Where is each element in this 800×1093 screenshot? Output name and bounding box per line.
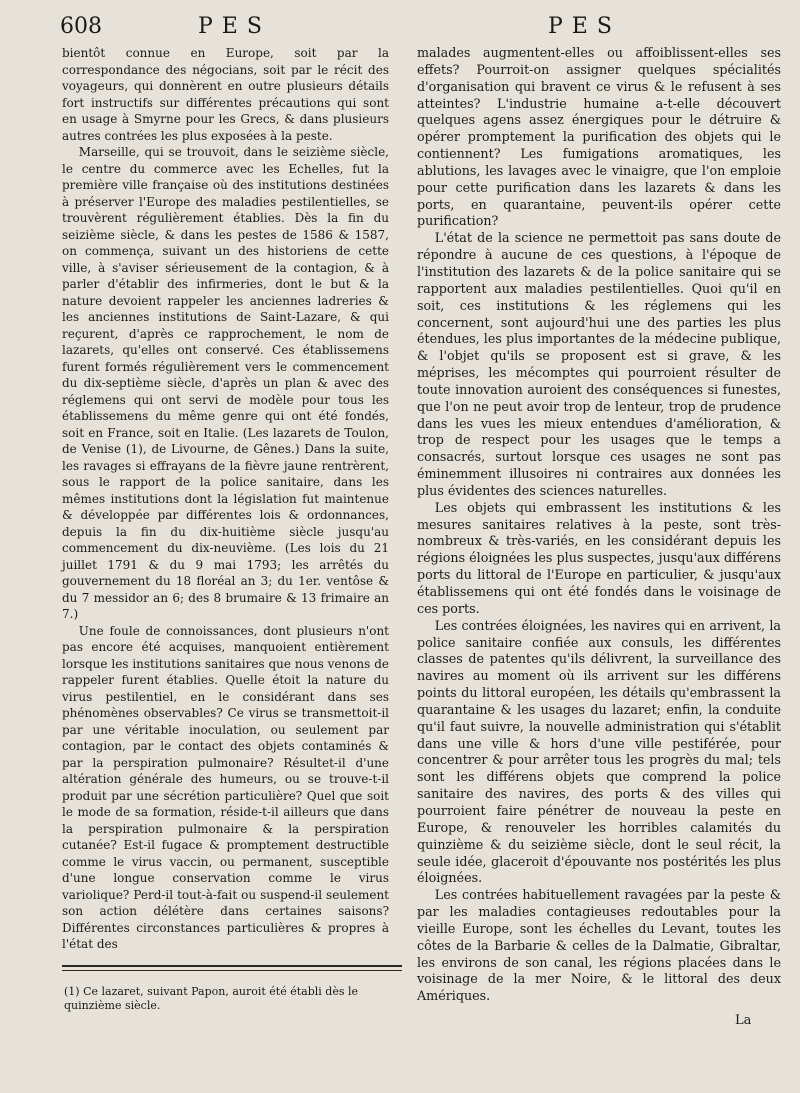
page-header <box>0 12 800 46</box>
paragraph: Les contrées éloignées, les navires qui en arrivent, la police sanitaire confiée aux consuls, les différentes classes de patentes qu'ils délivrent, la surveillance des navires au moment où ils arrivent sur les différens points du littoral européen, les détails qu'embrassent la quarantaine & les usages du lazaret; enfin, la conduite qu'il faut suivre, la nouvelle administration qui s'établit dans une ville & hors d'une ville pestiférée, pour concentrer & pour arrêter tous les progrès du mal; tels sont les différens objets que comprend la police sanitaire des navires, des ports & des villes qui pourroient faire pénétrer de nouveau la peste en Europe, & renouveler les horribles calamités du quinzième & du seizième siècle, dont le seul récit, la seule idée, glaceroit d'épouvante nos postérités les plus éloignées. <box>417 617 781 886</box>
footnote-rule-thin <box>62 970 402 971</box>
running-head-left: PES <box>198 14 271 39</box>
running-head-right: PES <box>548 14 621 39</box>
footnote: (1) Ce lazaret, suivant Papon, auroit été établi dès le quinzième siècle. <box>64 985 359 1012</box>
catchword: La <box>735 1013 752 1028</box>
paragraph: malades augmentent-elles ou affoiblissent-elles ses effets? Pourroit-on assigner quelques spécialités d'organisation qui bravent ce virus & le refusent à ses atteintes? L'industrie humaine a-t-elle découvert quelques agens assez énergiques pour le détruire & opérer promptement la purification des objets qui le contiennent? Les fumigations aromatiques, les ablutions, les lavages avec le vinaigre, que l'on emploie pour cette purification dans les lazarets & dans les ports, en quarantaine, peuvent-ils opérer cette purification? <box>417 45 781 229</box>
paragraph: L'état de la science ne permettoit pas sans doute de répondre à aucune de ces questions, à l'époque de l'institution des lazarets & de la police sanitaire qui se rapportent aux maladies pestilentielles. Quoi qu'il en soit, ces institutions & les réglemens qui les concernent, sont aujourd'hui une des parties les plus étendues, les plus importantes de la médecine publique, & l'objet qu'ils se proposent est si grave, & les méprises, les mécomptes qui pourroient résulter de toute innovation auroient des conséquences si funestes, que l'on ne peut avoir trop de lenteur, trop de prudence dans les vues les mieux entendues d'amélioration, & trop de respect pour les usages que le temps a consacrés, surtout lorsque ces usages ne sont pas éminemment illusoires ni contraires aux données les plus évidentes des sciences naturelles. <box>417 230 781 498</box>
footnote-rule <box>62 965 402 967</box>
right-column <box>417 45 781 1005</box>
paragraph: Les objets qui embrassent les institutions & les mesures sanitaires relatives à la peste, sont très-nombreux & très-variés, en les considérant depuis les régions éloignées les plus suspectes, jusqu'aux différens ports du littoral de l'Europe en particulier, & jusqu'aux établissemens qui ont été fondés dans le voisinage de ces ports. <box>417 499 781 616</box>
page-number: 608 <box>60 14 102 39</box>
paragraph: bientôt connue en Europe, soit par la correspondance des négocians, soit par le récit des voyageurs, qui donnèrent en outre plusieurs détails fort instructifs sur différentes précautions qui sont en usage à Smyrne pour les Grecs, & dans plusieurs autres contrées les plus exposées à la peste. <box>62 46 389 143</box>
paragraph: Une foule de connoissances, dont plusieurs n'ont pas encore été acquises, manquoient entièrement lorsque les institutions sanitaires que nous venons de rappeler furent établies. Quelle étoit la nature du virus pestilentiel, en le considérant dans ses phénomènes observables? Ce virus se transmettoit-il par une véritable inoculation, ou seulement par contagion, par le contact des objets contaminés & par la perspiration pulmonaire? Résultet-il d'une altération générale des humeurs, ou se trouve-t-il produit par une sécrétion particulière? Quel que soit le mode de sa formation, réside-t-il ailleurs que dans la perspiration pulmonaire & la perspiration cutanée? Est-il fugace & promptement destructible comme le virus vaccin, ou permanent, susceptible d'une longue conservation comme le virus variolique? Perd-il tout-à-fait ou suspend-il seulement son action délétère dans certaines saisons? Différentes circonstances particulières & propres à l'état des <box>62 623 389 951</box>
paragraph: Les contrées habituellement ravagées par la peste & par les maladies contagieuses redoutables pour la vieille Europe, sont les échelles du Levant, toutes les côtes de la Barbarie & celles de la Dalmatie, Gibraltar, les environs de son canal, les régions placées dans le voisinage de la mer Noire, & le littoral des deux Amériques. <box>417 887 781 1004</box>
left-column <box>62 45 389 953</box>
paragraph: Marseille, qui se trouvoit, dans le seizième siècle, le centre du commerce avec les Echelles, fut la première ville française où des institutions destinées à préserver l'Europe des maladies pestilentielles, se trouvèrent régulièrement établies. Dès la fin du seizième siècle, & dans les pestes de 1586 & 1587, on commença, suivant un des historiens de cette ville, à s'aviser sérieusement de la contagion, & à parler d'établir des infirmeries, dont le but & la nature devoient rappeler les anciennes ladreries & les anciennes institutions de Saint-Lazare, & qui reçurent, d'après ce rapprochement, le nom de lazarets, qu'elles ont conservé. Ces établissemens furent formés régulièrement vers le commencement du dix-septième siècle, d'après un plan & avec des réglemens qui ont servi de modèle pour tous les établissemens du même genre qui ont été fondés, soit en France, soit en Italie. (Les lazarets de Toulon, de Venise (1), de Livourne, de Gênes.) Dans la suite, les ravages si effrayans de la fièvre jaune rentrèrent, sous le rapport de la police sanitaire, dans les mêmes institutions dont la législation fut maintenue & développée par différentes lois & ordonnances, depuis la fin du dix-huitième siècle jusqu'au commencement du dix-neuvième. (Les lois du 21 juillet 1791 & du 9 mai 1793; les arrêtés du gouvernement du 18 floréal an 3; du 1er. ventôse & du 7 messidor an 6; des 8 brumaire & 13 frimaire an 7.) <box>62 145 389 621</box>
